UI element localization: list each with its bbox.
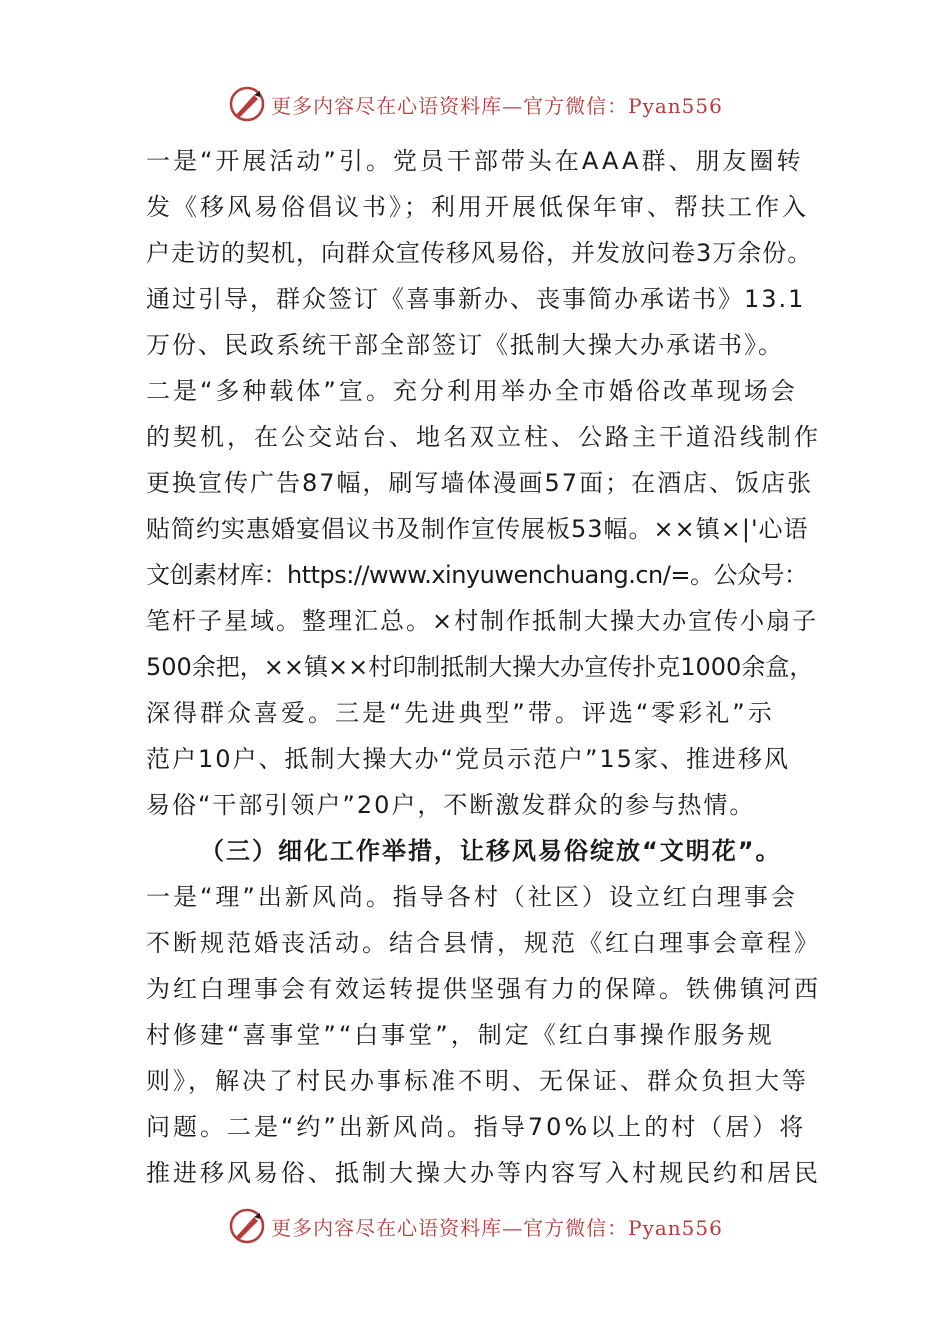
paragraph-line: 贴简约实惠婚宴倡议书及制作宣传展板53幅。××镇×|'心语 (146, 515, 809, 543)
section-heading: （三）细化工作举措，让移风易俗绽放“文明花”。 (200, 837, 782, 865)
paragraph-line: 易俗“干部引领户”20户，不断激发群众的参与热情。 (146, 791, 756, 819)
paragraph-line: 一是“理”出新风尚。指导各村（社区）设立红白理事会 (146, 883, 798, 911)
paragraph-line: 一是“开展活动”引。党员干部带头在AAA群、朋友圈转 (146, 147, 804, 175)
paragraph-line: 的契机，在公交站台、地名双立柱、公路主干道沿线制作 (146, 423, 821, 451)
paragraph-line: 笔杆子星域。整理汇总。×村制作抵制大操大办宣传小扇子 (146, 607, 819, 635)
paragraph-line: 村修建“喜事堂”“白事堂”，制定《红白事操作服务规 (146, 1021, 775, 1049)
paragraph-line: 不断规范婚丧活动。结合县情，规范《红白理事会章程》 (146, 929, 821, 957)
paragraph-line: 推进移风易俗、抵制大操大办等内容写入村规民约和居民 (146, 1159, 821, 1187)
paragraph-line: 发《移风易俗倡议书》；利用开展低保年审、帮扶工作入 (146, 193, 809, 221)
watermark-text: 更多内容尽在心语资料库—官方微信：Pyan556 (271, 93, 723, 118)
quill-logo-icon (227, 84, 267, 124)
header-watermark (0, 84, 950, 124)
paragraph-line: 为红白理事会有效运转提供坚强有力的保障。铁佛镇河西 (146, 975, 821, 1003)
paragraph-line: 500余把，××镇××村印制抵制大操大办宣传扑克1000余盒， (146, 653, 814, 681)
paragraph-line: 范户10户、抵制大操大办“党员示范户”15家、推进移风 (146, 745, 790, 773)
footer-watermark (0, 1206, 950, 1246)
watermark-text: 更多内容尽在心语资料库—官方微信：Pyan556 (271, 1215, 723, 1240)
quill-logo-icon (227, 1206, 267, 1246)
paragraph-line: 万份、民政系统干部全部签订《抵制大操大办承诺书》。 (146, 331, 784, 359)
paragraph-line: 户走访的契机，向群众宣传移风易俗，并发放问卷3万余份。 (146, 239, 813, 267)
paragraph-line: 深得群众喜爱。三是“先进典型”带。评选“零彩礼”示 (146, 699, 775, 727)
document-body (146, 138, 821, 1196)
paragraph-line: 二是“多种载体”宣。充分利用举办全市婚俗改革现场会 (146, 377, 798, 405)
paragraph-line: 则》，解决了村民办事标准不明、无保证、群众负担大等 (146, 1067, 809, 1095)
paragraph-line: 通过引导，群众签订《喜事新办、丧事简办承诺书》13.1 (146, 285, 806, 313)
paragraph-line: 问题。二是“约”出新风尚。指导70%以上的村（居）将 (146, 1113, 807, 1141)
paragraph-line: 更换宣传广告87幅，刷写墙体漫画57面；在酒店、饭店张 (146, 469, 814, 497)
paragraph-line: 文创素材库：https://www.xinyuwenchuang.cn/=。公众号： (146, 561, 808, 589)
